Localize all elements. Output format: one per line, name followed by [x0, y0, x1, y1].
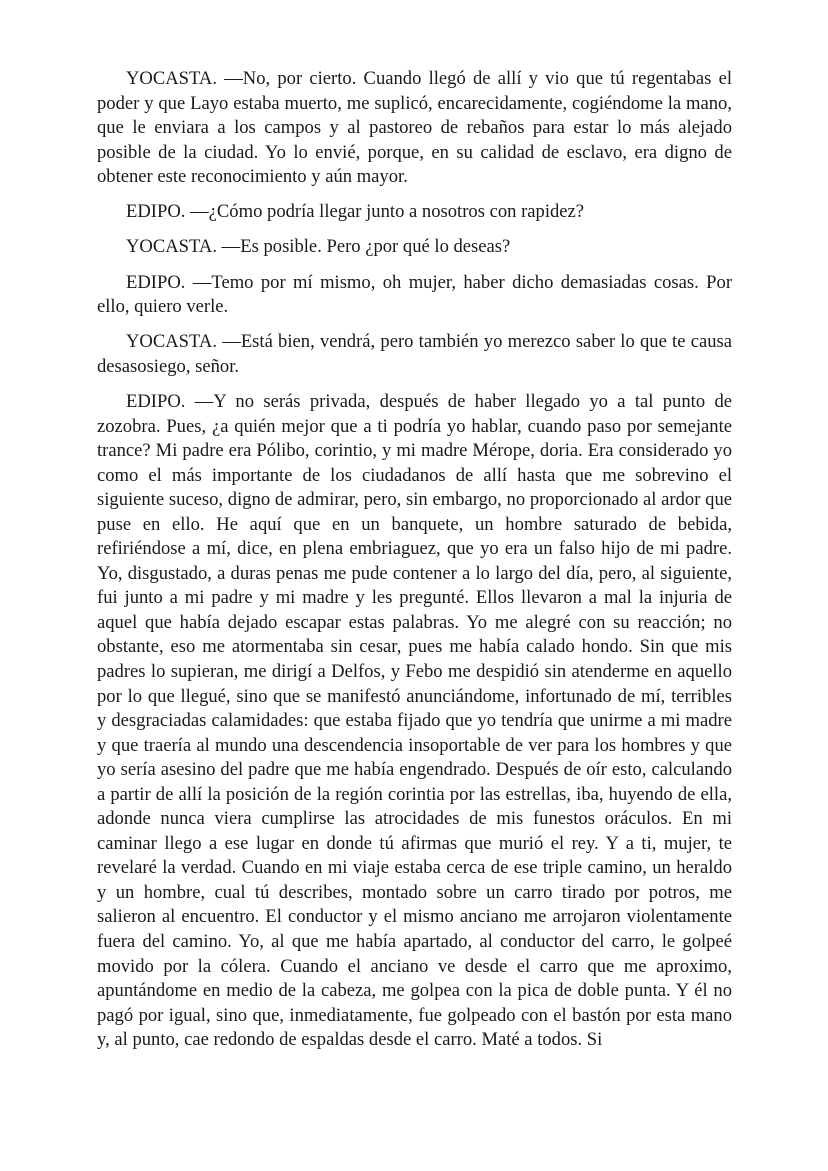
speaker-name: EDIPO. [126, 201, 186, 223]
dialogue-text: —¿Cómo podría llegar junto a nosotros con rapidez? [190, 201, 585, 223]
dialogue-text: —Es posible. Pero ¿por qué lo deseas? [221, 236, 511, 258]
speaker-name: EDIPO. [126, 390, 186, 412]
speaker-name: YOCASTA. [126, 68, 217, 89]
dialogue-paragraph-yocasta-2 [97, 235, 732, 260]
dialogue-text: —No, por cierto. Cuando llegó de allí y vio que tú regentabas el poder y que Layo estaba muerto, me suplicó, encarecidamente, cogiéndome la mano, que le enviara a los campos y al pastoreo de rebaños para estar lo más alejado posible de la ciudad. Yo lo envié, porque, en su calidad de esclavo, era digno de obtener este reconocimiento y aún mayor. [97, 68, 732, 188]
dialogue-paragraph-yocasta-1 [97, 67, 732, 190]
document-page [97, 67, 732, 1063]
dialogue-text: —Está bien, vendrá, pero también yo merezco saber lo que te causa desasosiego, señor. [97, 331, 732, 377]
speaker-name: EDIPO. [126, 271, 186, 293]
dialogue-paragraph-edipo-1 [97, 200, 732, 225]
speaker-name: YOCASTA. [126, 331, 217, 353]
dialogue-text: —Y no serás privada, después de haber llegado yo a tal punto de zozobra. Pues, ¿a quién mejor que a ti podría yo hablar, cuando paso por semejante trance? Mi padre era Pólibo, corintio, y mi madre Mérope, doria. Era considerado yo como el más importante de los ciudadanos de allí hasta que me sobrevino el siguiente suceso, digno de admirar, pero, sin embargo, no proporcionado al ardor que puse en ello. He aquí que en un banquete, un hombre saturado de bebida, refiriéndose a mí, dice, en plena embriaguez, que yo era un falso hijo de mi padre. Yo, disgustado, a duras penas me pude contener a lo largo del día, pero, al siguiente, fui junto a mi padre y mi madre y les pregunté. Ellos llevaron a mal la injuria de aquel que había dejado escapar estas palabras. Yo me alegré con su reacción; no obstante, eso me atormentaba sin cesar, pues me había calado hondo. Sin que mis padres lo supieran, me dirigí a Delfos, y Febo me despidió sin atenderme en aquello por lo que llegué, sino que se manifestó anunciándome, infortunado de mí, terribles y desgraciadas calamidades: que estaba fijado que yo tendría que unirme a mi madre y que traería al mundo una descendencia insoportable de ver para los hombres y que yo sería asesino del padre que me había engendrado. Después de oír esto, calculando a partir de allí la posición de la región corintia por las estrellas, iba, huyendo de ella, adonde nunca viera cumplirse las atrocidades de mis funestos oráculos. En mi caminar llego a ese lugar en donde tú afirmas que murió el rey. Y a ti, mujer, te revelaré la verdad. Cuando en mi viaje estaba cerca de ese triple camino, un heraldo y un hombre, cual tú describes, montado sobre un carro tirado por potros, me salieron al encuentro. El conductor y el mismo anciano me arrojaron violentamente fuera del camino. Yo, al que me había apartado, al conductor del carro, le golpeé movido por la cólera. Cuando el anciano ve desde el carro que me aproximo, apuntándome en medio de la cabeza, me golpea con la pica de doble punta. Y él no pagó por igual, sino que, inmediatamente, fue golpeado con el bastón por esta mano y, al punto, cae redondo de espaldas desde el carro. Maté a todos. Si [97, 390, 732, 1051]
dialogue-paragraph-edipo-2 [97, 271, 732, 320]
dialogue-paragraph-yocasta-3 [97, 330, 732, 379]
dialogue-paragraph-edipo-3 [97, 390, 732, 1053]
speaker-name: YOCASTA. [126, 236, 217, 258]
dialogue-text: —Temo por mí mismo, oh mujer, haber dicho demasiadas cosas. Por ello, quiero verle. [97, 271, 733, 318]
